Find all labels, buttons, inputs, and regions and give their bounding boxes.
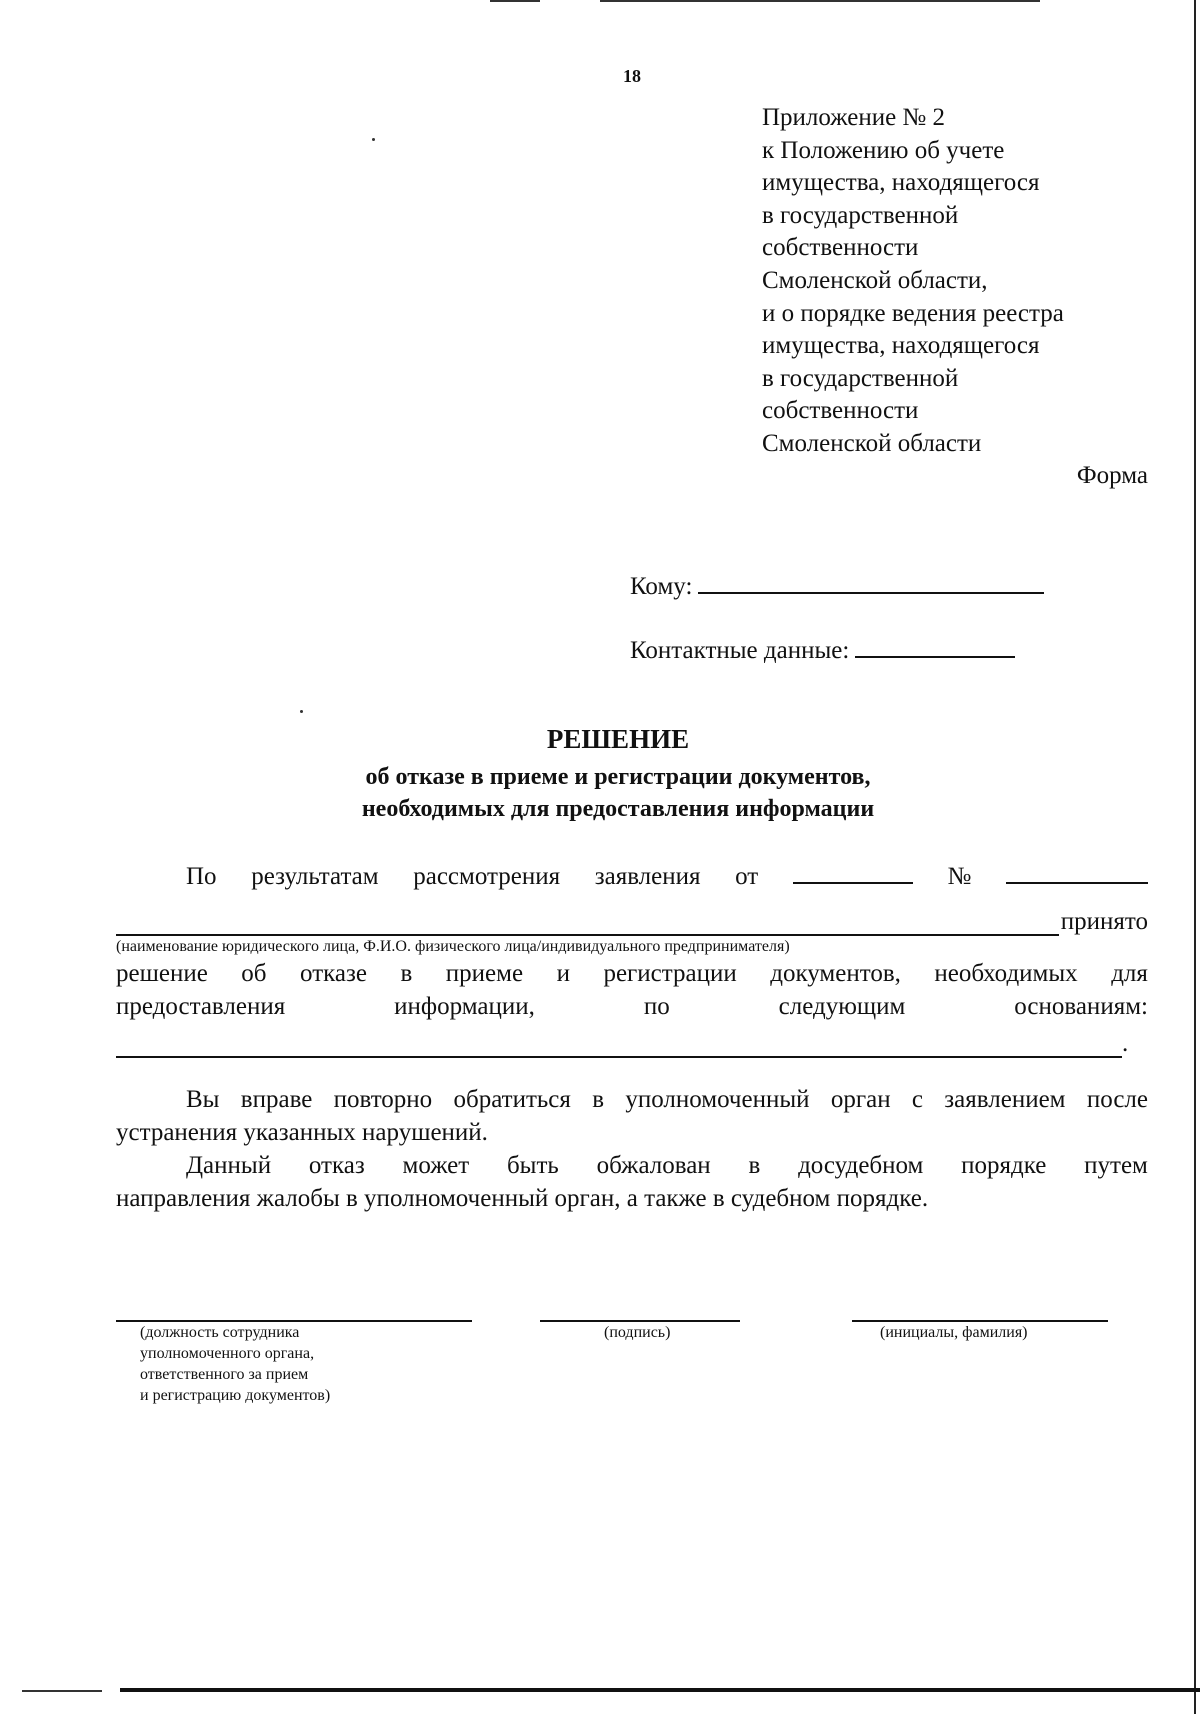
word: документов, — [770, 960, 901, 987]
word: для — [1111, 960, 1148, 987]
appendix-line: к Положению об учете — [762, 136, 1005, 164]
word: заявления — [594, 863, 701, 890]
grounds-line — [116, 993, 1148, 1021]
rights-line: устранения указанных нарушений. — [116, 1119, 488, 1146]
document-subtitle-line: необходимых для предоставления информации — [361, 796, 875, 822]
appendix-line: Смоленской области, — [762, 266, 988, 294]
contacts-blank — [855, 634, 1015, 658]
word: По — [186, 863, 217, 890]
recipient-contacts — [630, 634, 1015, 665]
appeal-line — [116, 1149, 1148, 1182]
word: результатам — [251, 863, 379, 890]
word: может — [402, 1152, 470, 1179]
appendix-line: имущества, находящегося — [762, 332, 1040, 360]
rights-paragraph — [116, 1083, 1148, 1149]
appendix-line: Приложение № 2 — [762, 104, 946, 131]
word: приеме — [445, 960, 524, 987]
word: в — [400, 960, 413, 987]
appeal-line: направления жалобы в уполномоченный орган, а также в судебном порядке. — [116, 1185, 929, 1212]
word: обжалован — [596, 1152, 711, 1179]
name-caption: (инициалы, фамилия) — [880, 1324, 1028, 1341]
scan-edge-bottom — [120, 1688, 1200, 1692]
appendix-line: имущества, находящегося — [762, 169, 1040, 197]
word: в — [748, 1152, 761, 1179]
word: решение — [116, 960, 208, 987]
scan-edge-top-fragment — [490, 0, 540, 2]
appendix-line: собственности — [762, 397, 919, 425]
appendix-line: в государственной — [762, 364, 959, 392]
scan-edge-right — [1194, 0, 1196, 1714]
recipient-to-label: Кому: — [630, 573, 693, 600]
scan-edge-top — [600, 0, 1040, 2]
document-subtitle-line: об отказе в приеме и регистрации документов, — [365, 764, 871, 790]
appendix-line: в государственной — [762, 201, 959, 229]
document-title: РЕШЕНИЕ — [546, 724, 690, 754]
application-date-blank — [793, 862, 913, 884]
entity-line — [116, 906, 1148, 936]
word: по — [643, 993, 670, 1020]
word: следующим — [778, 993, 906, 1020]
scan-speck — [300, 710, 303, 713]
appendix-reference — [762, 102, 1142, 461]
appeal-paragraph — [116, 1149, 1148, 1215]
recipient-to-blank — [698, 570, 1044, 594]
application-number-blank — [1006, 862, 1148, 884]
appendix-line: Смоленской области — [762, 429, 982, 457]
appendix-line: собственности — [762, 234, 919, 262]
word: отказ — [308, 1152, 365, 1179]
word: Данный — [186, 1152, 272, 1179]
contacts-label: Контактные данные: — [630, 637, 850, 664]
period: . — [1122, 1030, 1129, 1057]
entity-name-blank — [116, 906, 1059, 936]
position-caption-line: (должность сотрудника — [140, 1324, 300, 1341]
application-reference-line — [116, 862, 1148, 891]
scan-speck — [372, 138, 375, 141]
word: необходимых — [934, 960, 1078, 987]
number-sign: № — [947, 863, 972, 890]
word: информации, — [394, 993, 535, 1020]
accepted-word: принято — [1060, 908, 1148, 935]
position-caption-line: уполномоченного органа, — [140, 1345, 315, 1362]
entity-caption: (наименование юридического лица, Ф.И.О. физического лица/индивидуального предпринимателя) — [116, 938, 790, 955]
decision-line — [116, 960, 1148, 988]
position-caption-line: ответственного за прием — [140, 1366, 309, 1383]
word: досудебном — [798, 1152, 924, 1179]
word: отказе — [300, 960, 367, 987]
word: от — [735, 863, 759, 890]
word: путем — [1084, 1152, 1148, 1179]
word: и — [556, 960, 570, 987]
word: рассмотрения — [413, 863, 561, 890]
word: об — [241, 960, 267, 987]
word: предоставления — [116, 993, 286, 1020]
page-number: 18 — [623, 66, 641, 86]
word: порядке — [961, 1152, 1047, 1179]
signature-caption: (подпись) — [604, 1324, 671, 1341]
appendix-line: и о порядке ведения реестра — [762, 299, 1064, 327]
recipient-to — [630, 570, 1044, 601]
form-label: Форма — [1076, 462, 1148, 489]
position-caption — [140, 1322, 440, 1406]
scan-edge-bottom-fragment — [22, 1690, 102, 1692]
word: регистрации — [603, 960, 737, 987]
grounds-blank-line — [116, 1030, 1148, 1058]
position-caption-line: и регистрацию документов) — [140, 1387, 331, 1404]
word: основаниям: — [1014, 993, 1148, 1020]
rights-line: Вы вправе повторно обратиться в уполномоченный орган с заявлением после — [186, 1086, 1148, 1113]
word: быть — [506, 1152, 559, 1179]
grounds-blank — [116, 1032, 1122, 1058]
